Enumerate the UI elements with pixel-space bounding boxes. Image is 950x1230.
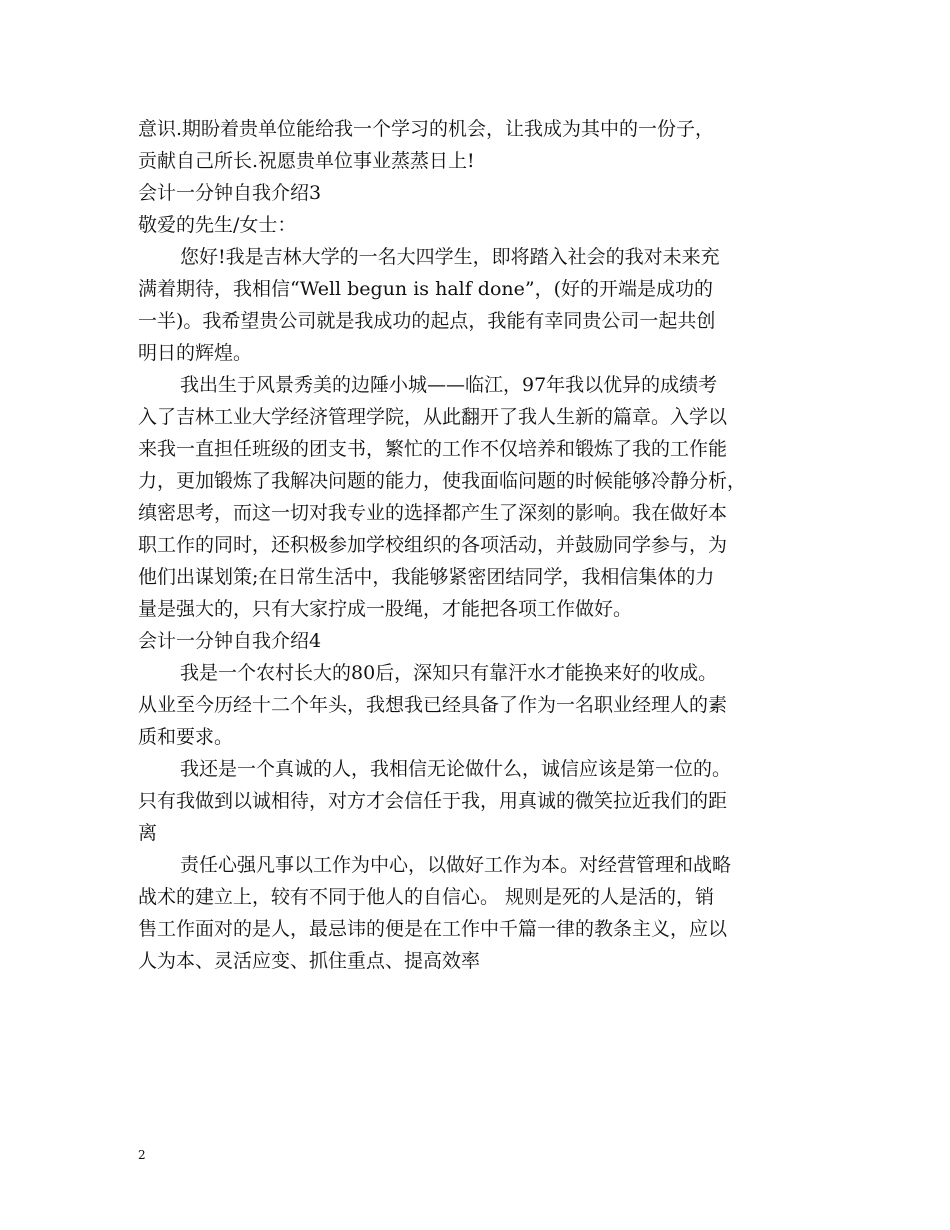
section-heading: 会计一分钟自我介绍3 xyxy=(138,182,322,204)
document-body xyxy=(138,113,818,977)
text-line: 力，更加锻炼了我解决问题的能力，使我面临问题的时候能够冷静分析， xyxy=(138,470,747,492)
salutation: 敬爱的先生/女士： xyxy=(138,214,297,236)
text-line: 质和要求。 xyxy=(138,726,234,748)
text-line: 我还是一个真诚的人，我相信无论做什么，诚信应该是第一位的。 xyxy=(180,758,732,780)
text-line: 我出生于风景秀美的边陲小城——临江，97年我以优异的成绩考 xyxy=(180,374,718,396)
text-line: 缜密思考，而这一切对我专业的选择都产生了深刻的影响。我在做好本 xyxy=(138,502,728,524)
text-line: 一半)。我希望贵公司就是我成功的起点，我能有幸同贵公司一起共创 xyxy=(138,310,716,332)
text-line: 我是一个农村长大的80后，深知只有靠汗水才能换来好的收成。 xyxy=(180,662,718,684)
text-line: 战术的建立上，较有不同于他人的自信心。 规则是死的人是活的，销 xyxy=(138,886,715,908)
page-number: 2 xyxy=(138,1148,146,1162)
text-line: 您好!我是吉林大学的一名大四学生，即将踏入社会的我对未来充 xyxy=(180,246,720,268)
section-heading: 会计一分钟自我介绍4 xyxy=(138,630,322,652)
text-line: 售工作面对的是人，最忌讳的便是在工作中千篇一律的教条主义，应以 xyxy=(138,918,728,940)
text-line: 入了吉林工业大学经济管理学院，从此翻开了我人生新的篇章。入学以 xyxy=(138,406,728,428)
text-line: 满着期待，我相信“Well begun is half done”，(好的开端是成功的 xyxy=(138,278,714,300)
text-line: 只有我做到以诚相待，对方才会信任于我，用真诚的微笑拉近我们的距 xyxy=(138,790,728,812)
text-line: 明日的辉煌。 xyxy=(138,342,253,364)
text-line: 责任心强凡事以工作为中心，以做好工作为本。对经营管理和战略 xyxy=(180,854,732,876)
text-line: 人为本、灵活应变、抓住重点、提高效率 xyxy=(138,950,481,972)
text-line: 来我一直担任班级的团支书，繁忙的工作不仅培养和锻炼了我的工作能 xyxy=(138,438,728,460)
text-line: 量是强大的，只有大家拧成一股绳，才能把各项工作做好。 xyxy=(138,598,633,620)
text-line: 职工作的同时，还积极参加学校组织的各项活动，并鼓励同学参与，为 xyxy=(138,534,728,556)
text-line: 贡献自己所长.祝愿贵单位事业蒸蒸日上! xyxy=(138,150,475,172)
text-line: 离 xyxy=(138,822,158,844)
text-line: 意识.期盼着贵单位能给我一个学习的机会，让我成为其中的一份子， xyxy=(138,118,715,140)
text-line: 他们出谋划策;在日常生活中，我能够紧密团结同学，我相信集体的力 xyxy=(138,566,715,588)
text-line: 从业至今历经十二个年头，我想我已经具备了作为一名职业经理人的素 xyxy=(138,694,728,716)
